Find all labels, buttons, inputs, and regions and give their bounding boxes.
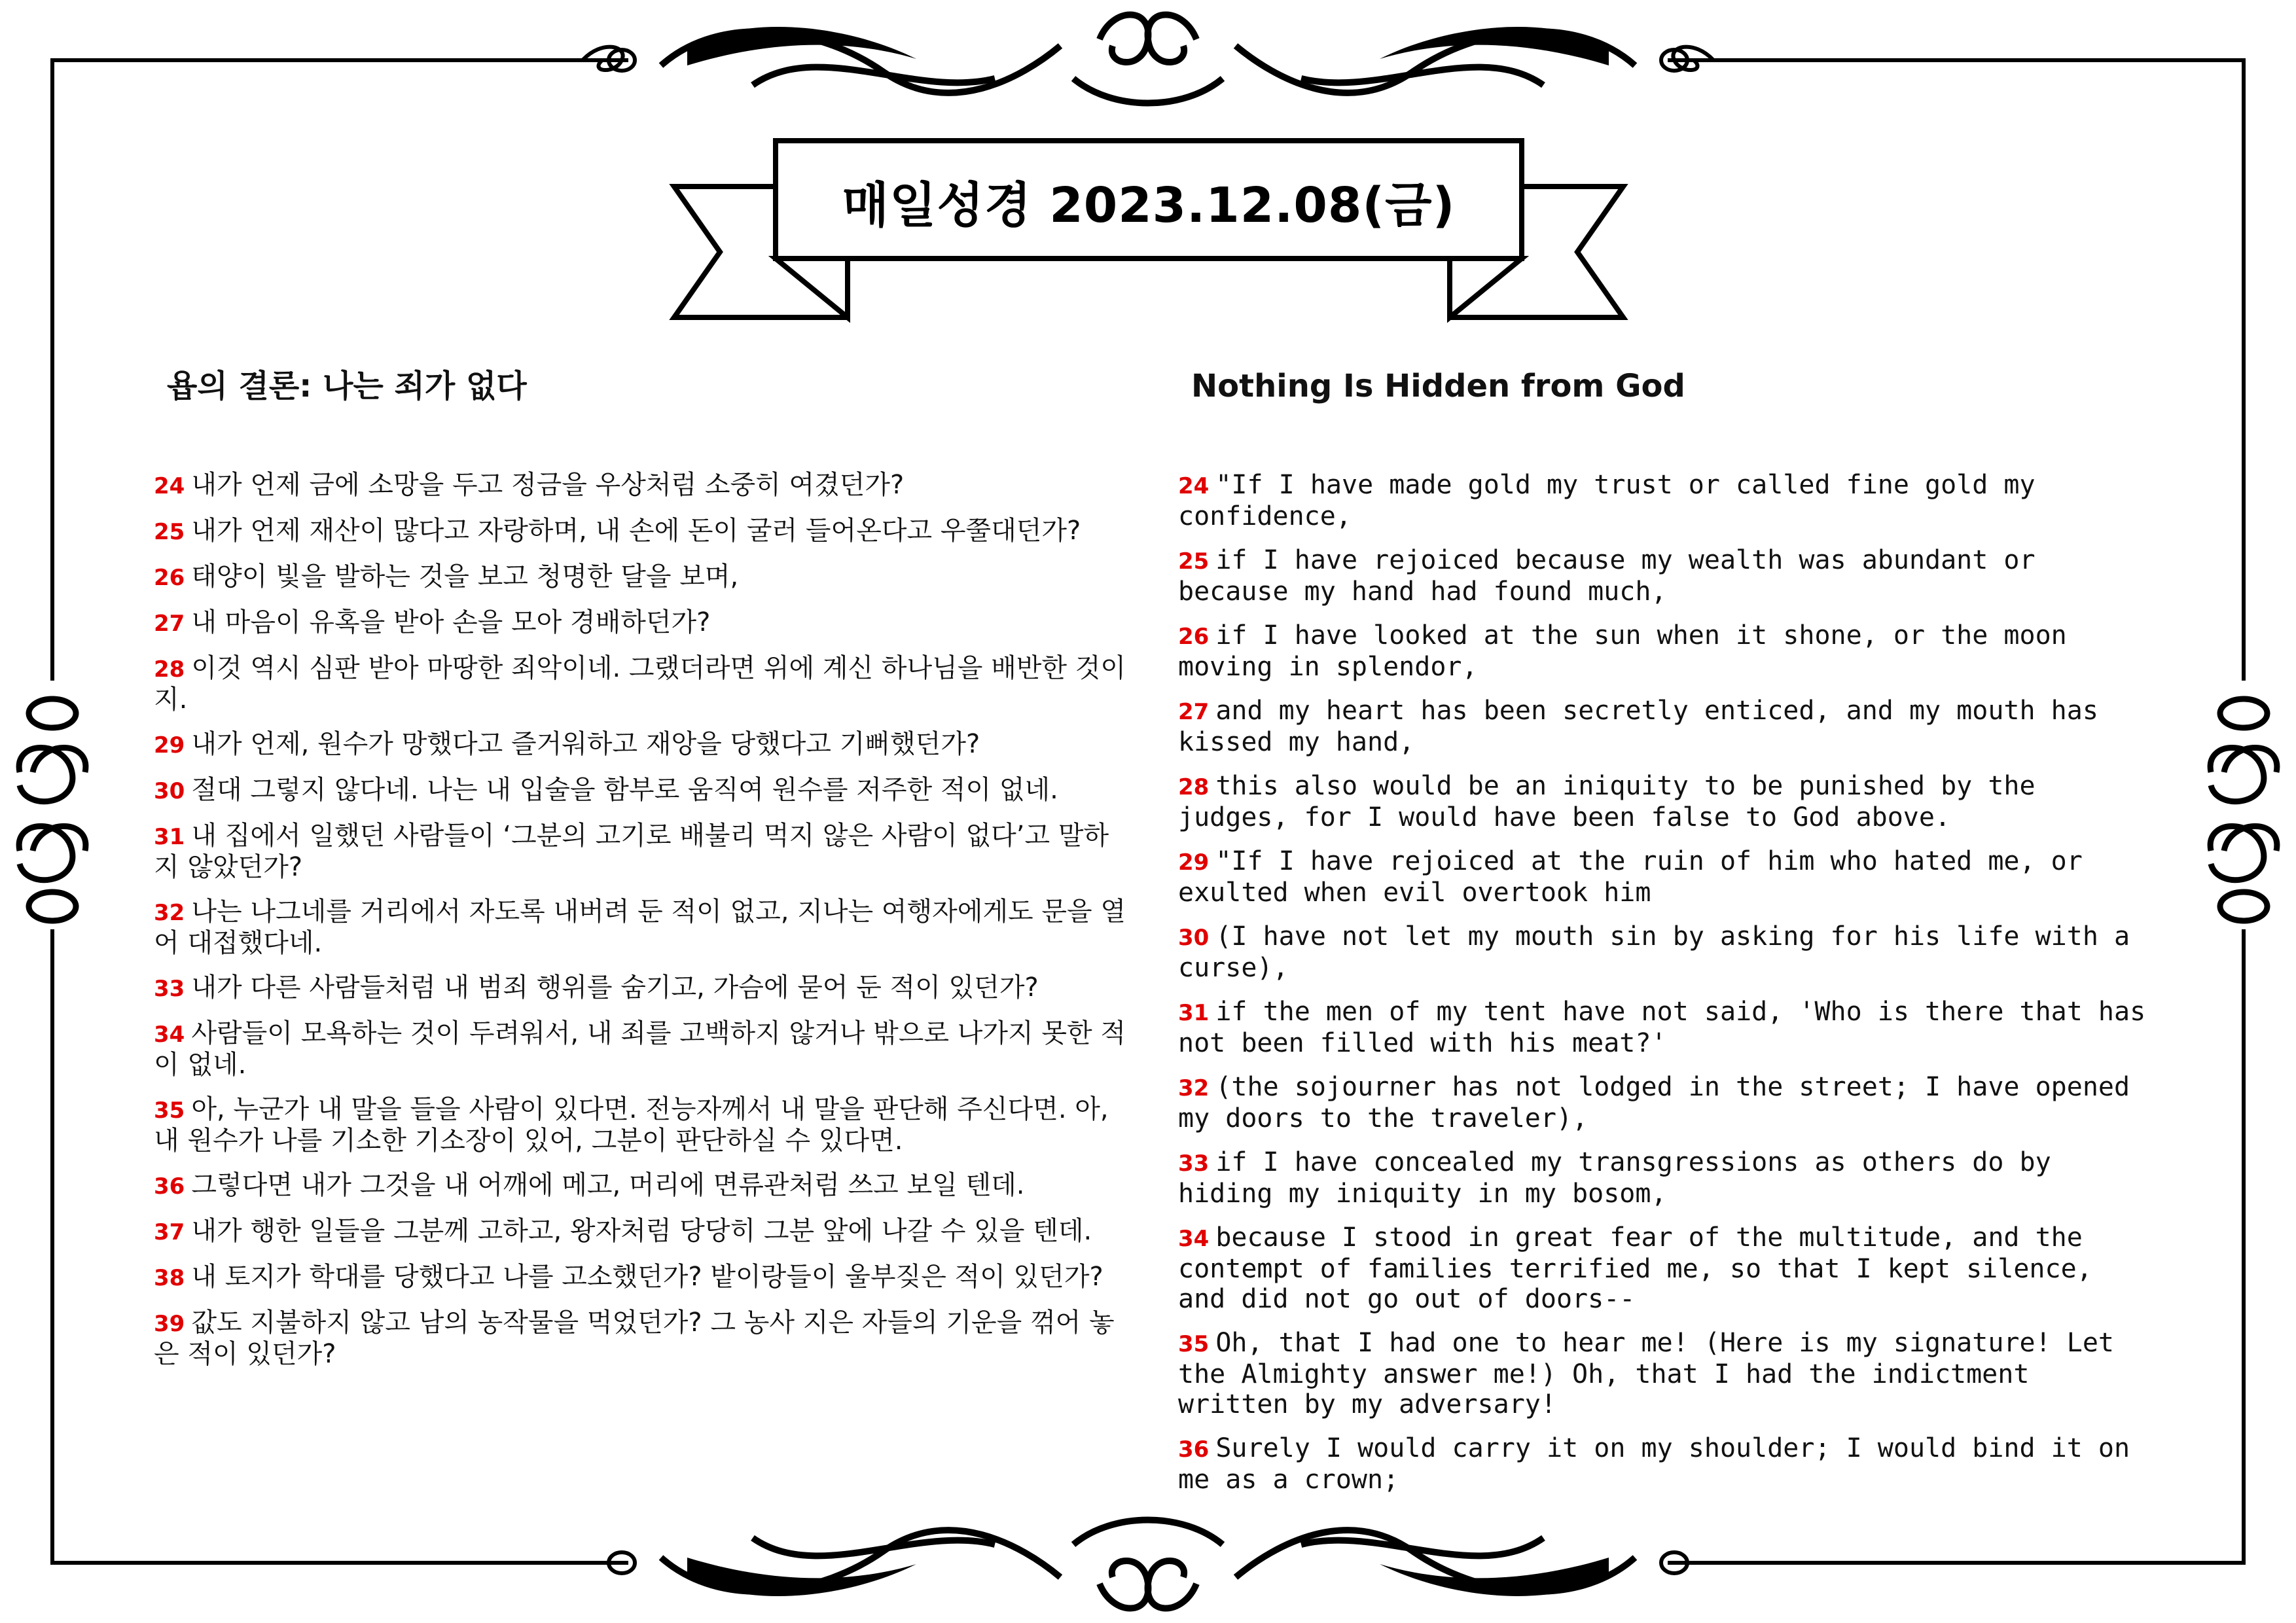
verse-text: because I stood in great fear of the multitude, and the contempt of families terrified me, so that I kept silence, and did not go out of doors--	[1178, 1222, 2092, 1314]
verse-item	[1178, 620, 2147, 682]
verse-number: 29	[1178, 849, 1210, 876]
verse-text: this also would be an iniquity to be punished by the judges, for I would have been false to God above.	[1178, 771, 2036, 832]
verse-number: 31	[154, 824, 185, 850]
verse-text: 태양이 빛을 발하는 것을 보고 청명한 달을 보며,	[191, 562, 739, 592]
verse-number: 38	[154, 1265, 185, 1291]
right-ornament	[2210, 699, 2277, 921]
verse-item	[154, 562, 1129, 593]
verse-item	[154, 1018, 1129, 1080]
verse-number: 37	[154, 1219, 185, 1245]
english-verse-list	[1178, 470, 2147, 1495]
verse-text: 내가 행한 일들을 그분께 고하고, 왕자처럼 당당히 그분 앞에 나갈 수 있을 텐데.	[191, 1216, 1092, 1246]
verse-number: 25	[154, 519, 185, 545]
verse-number: 33	[154, 976, 185, 1002]
verse-number: 28	[154, 656, 185, 683]
verse-item	[1178, 846, 2147, 908]
verse-item	[154, 470, 1129, 501]
verse-item	[154, 775, 1129, 806]
verse-item	[154, 1170, 1129, 1202]
verse-item	[154, 972, 1129, 1004]
verse-item	[1178, 545, 2147, 607]
english-column	[1178, 366, 2147, 1508]
verse-number: 39	[154, 1311, 185, 1337]
verse-text: 사람들이 모욕하는 것이 두려워서, 내 죄를 고백하지 않거나 밖으로 나가지 못한 적이 없네.	[154, 1018, 1126, 1080]
verse-text: (the sojourner has not lodged in the street; I have opened my doors to the traveler),	[1178, 1072, 2130, 1133]
verse-text: "If I have made gold my trust or called fine gold my confidence,	[1178, 470, 2036, 531]
verse-item	[1178, 1328, 2147, 1419]
verse-text: Oh, that I had one to hear me! (Here is my signature! Let the Almighty answer me!) Oh, that I had the indictment written by my adversary!	[1178, 1328, 2115, 1419]
verse-text: 이것 역시 심판 받아 마땅한 죄악이네. 그랬더라면 위에 계신 하나님을 배반한 것이지.	[154, 653, 1126, 715]
verse-text: 내 마음이 유혹을 받아 손을 모아 경배하던가?	[191, 607, 711, 637]
verse-item	[154, 1308, 1129, 1369]
bottom-ornament	[661, 1520, 1635, 1609]
verse-text: 내가 언제 금에 소망을 두고 정금을 우상처럼 소중히 여겼던가?	[191, 470, 905, 500]
verse-number: 36	[1178, 1436, 1210, 1463]
verse-item	[1178, 1222, 2147, 1314]
verse-item	[154, 821, 1129, 882]
verse-item	[1178, 771, 2147, 832]
verse-item	[154, 1216, 1129, 1247]
verse-item	[154, 1094, 1129, 1156]
verse-number: 35	[1178, 1331, 1210, 1357]
verse-number: 28	[1178, 774, 1210, 800]
verse-item	[154, 897, 1129, 958]
verse-text: 그렇다면 내가 그것을 내 어깨에 메고, 머리에 면류관처럼 쓰고 보일 텐데.	[191, 1170, 1025, 1200]
verse-item	[1178, 1147, 2147, 1209]
verse-number: 26	[154, 565, 185, 591]
korean-verse-list	[154, 470, 1129, 1369]
verse-number: 26	[1178, 624, 1210, 650]
verse-number: 31	[1178, 1000, 1210, 1026]
verse-item	[154, 516, 1129, 547]
verse-text: "If I have rejoiced at the ruin of him who hated me, or exulted when evil overtook him	[1178, 846, 2083, 908]
verse-item	[154, 729, 1129, 760]
verse-number: 24	[154, 473, 185, 499]
verse-text: if I have rejoiced because my wealth was abundant or because my hand had found much,	[1178, 545, 2036, 607]
left-ornament	[19, 699, 86, 921]
page-title: 매일성경 2023.12.08(금)	[842, 177, 1456, 234]
top-ornament	[661, 15, 1635, 103]
verse-text: 내가 언제, 원수가 망했다고 즐거워하고 재앙을 당했다고 기뻐했던가?	[191, 729, 980, 759]
verse-number: 30	[154, 778, 185, 804]
verse-item	[154, 607, 1129, 639]
verse-item	[154, 653, 1129, 715]
verse-item	[1178, 1072, 2147, 1133]
verse-number: 24	[1178, 473, 1210, 499]
verse-number: 30	[1178, 925, 1210, 951]
verse-text: 아, 누군가 내 말을 들을 사람이 있다면. 전능자께서 내 말을 판단해 주신다면. 아, 내 원수가 나를 기소한 기소장이 있어, 그분이 판단하실 수 있다면.	[154, 1094, 1109, 1156]
verse-number: 34	[1178, 1226, 1210, 1252]
verse-text: if the men of my tent have not said, 'Who is there that has not been filled with his meat?'	[1178, 997, 2146, 1058]
verse-text: 내 집에서 일했던 사람들이 ‘그분의 고기로 배불리 먹지 않은 사람이 없다’고 말하지 않았던가?	[154, 821, 1109, 882]
verse-text: if I have looked at the sun when it shone, or the moon moving in splendor,	[1178, 620, 2067, 682]
verse-number: 32	[1178, 1075, 1210, 1101]
verse-number: 29	[154, 732, 185, 758]
verse-text: and my heart has been secretly enticed, and my mouth has kissed my hand,	[1178, 696, 2098, 757]
verse-number: 33	[1178, 1150, 1210, 1177]
verse-text: (I have not let my mouth sin by asking for his life with a curse),	[1178, 921, 2130, 983]
verse-text: if I have concealed my transgressions as others do by hiding my iniquity in my bosom,	[1178, 1147, 2051, 1209]
verse-text: 절대 그렇지 않다네. 나는 내 입술을 함부로 움직여 원수를 저주한 적이 없네.	[191, 775, 1058, 805]
verse-text: 내가 다른 사람들처럼 내 범죄 행위를 숨기고, 가슴에 묻어 둔 적이 있던가?	[191, 972, 1039, 1003]
korean-heading: 욥의 결론: 나는 죄가 없다	[167, 368, 527, 404]
verse-item	[1178, 696, 2147, 757]
verse-number: 27	[154, 611, 185, 637]
verse-text: 나는 나그네를 거리에서 자도록 내버려 둔 적이 없고, 지나는 여행자에게도 문을 열어 대접했다네.	[154, 897, 1126, 958]
verse-text: 값도 지불하지 않고 남의 농작물을 먹었던가? 그 농사 지은 자들의 기운을 꺾어 놓은 적이 있던가?	[154, 1308, 1115, 1369]
verse-text: 내가 언제 재산이 많다고 자랑하며, 내 손에 돈이 굴러 들어온다고 우쭐대던가?	[191, 516, 1081, 546]
verse-text: Surely I would carry it on my shoulder; I would bind it on me as a crown;	[1178, 1433, 2130, 1495]
verse-number: 32	[154, 900, 185, 926]
verse-number: 36	[154, 1173, 185, 1200]
verse-number: 35	[154, 1097, 185, 1124]
english-heading: Nothing Is Hidden from God	[1191, 368, 1685, 404]
verse-number: 27	[1178, 699, 1210, 725]
verse-text: 내 토지가 학대를 당했다고 나를 고소했던가? 밭이랑들이 울부짖은 적이 있던가?	[191, 1262, 1103, 1292]
verse-number: 34	[154, 1022, 185, 1048]
verse-item	[154, 1262, 1129, 1293]
korean-column	[154, 366, 1129, 1383]
verse-item	[1178, 1433, 2147, 1495]
verse-item	[1178, 470, 2147, 531]
verse-item	[1178, 921, 2147, 983]
verse-item	[1178, 997, 2147, 1058]
verse-number: 25	[1178, 548, 1210, 575]
